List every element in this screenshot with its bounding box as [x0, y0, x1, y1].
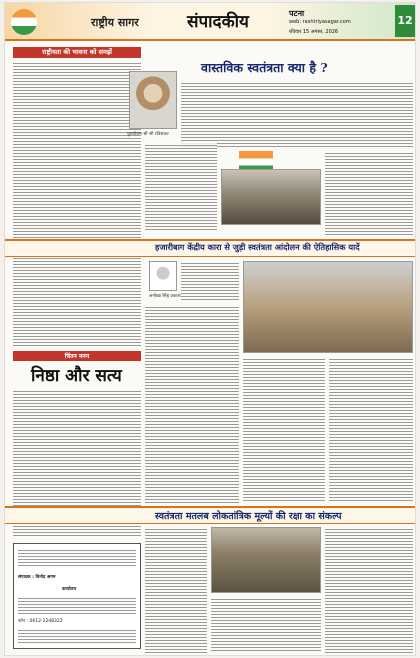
bottom-headline: स्वतंत्रता मतलब लोकतांत्रिक मूल्यों की रक्षा का संकल्प: [155, 511, 342, 522]
bottom-col3: [325, 527, 413, 653]
columnist-photo: [149, 261, 177, 291]
office-label: कार्यालय: [62, 587, 77, 592]
hazaribagh-col1: [145, 305, 239, 503]
columnist-caption: अनोखा सिंह प्रकाश: [149, 294, 181, 299]
newspaper-page: [4, 2, 416, 656]
chintan-headline: निष्ठा और सत्य: [31, 366, 122, 386]
freedom-memorial-image: [221, 169, 321, 225]
main-article-col1: [145, 143, 217, 231]
left-column-heading: राष्ट्रीयता की भावना को समझें: [13, 47, 141, 58]
date-line: रविवार 15 अगस्त, 2026: [289, 29, 339, 35]
hazaribagh-headline: हजारीबाग केंद्रीय कारा से जुड़ी स्वतंत्रता आंदोलन की ऐतिहासिक यादें: [155, 242, 360, 252]
main-article-top-text: [181, 81, 413, 147]
main-article-col3: [325, 151, 413, 235]
left-column-body: [13, 61, 141, 347]
bottom-march-image: [211, 527, 321, 593]
hazaribagh-col3: [329, 357, 413, 503]
imprint-footer-text: [18, 628, 136, 644]
hazaribagh-col2: [243, 357, 325, 503]
hazaribagh-jail-image: [243, 261, 413, 353]
chintan-label: चिंतन मनन: [64, 353, 90, 360]
hazaribagh-intro: [181, 261, 239, 301]
section-title: संपादकीय: [187, 12, 249, 32]
website-label: web: rashtriyasagar.com: [289, 19, 351, 25]
masthead: [5, 3, 416, 41]
editor-line: संपादक : विनोद अगम: [18, 575, 56, 580]
main-headline: वास्तविक स्वतंत्रता क्या है ?: [201, 60, 328, 75]
phone-line: फोन : 0612-2248322: [18, 619, 63, 624]
flag-emblem-icon: [11, 9, 37, 35]
bottom-col1: [145, 527, 207, 653]
author-caption: पुरुषोत्तम श्री श्री रविशंकर: [127, 132, 169, 137]
imprint-top-text: [18, 548, 136, 568]
author-photo: [129, 71, 177, 129]
office-address-text: [18, 596, 136, 614]
imprint-box: [13, 543, 141, 649]
bottom-col2: [211, 597, 321, 653]
paper-name: राष्ट्रीय सागर: [91, 16, 139, 29]
city-label: पटना: [289, 9, 305, 18]
page-number: 12: [395, 5, 415, 37]
